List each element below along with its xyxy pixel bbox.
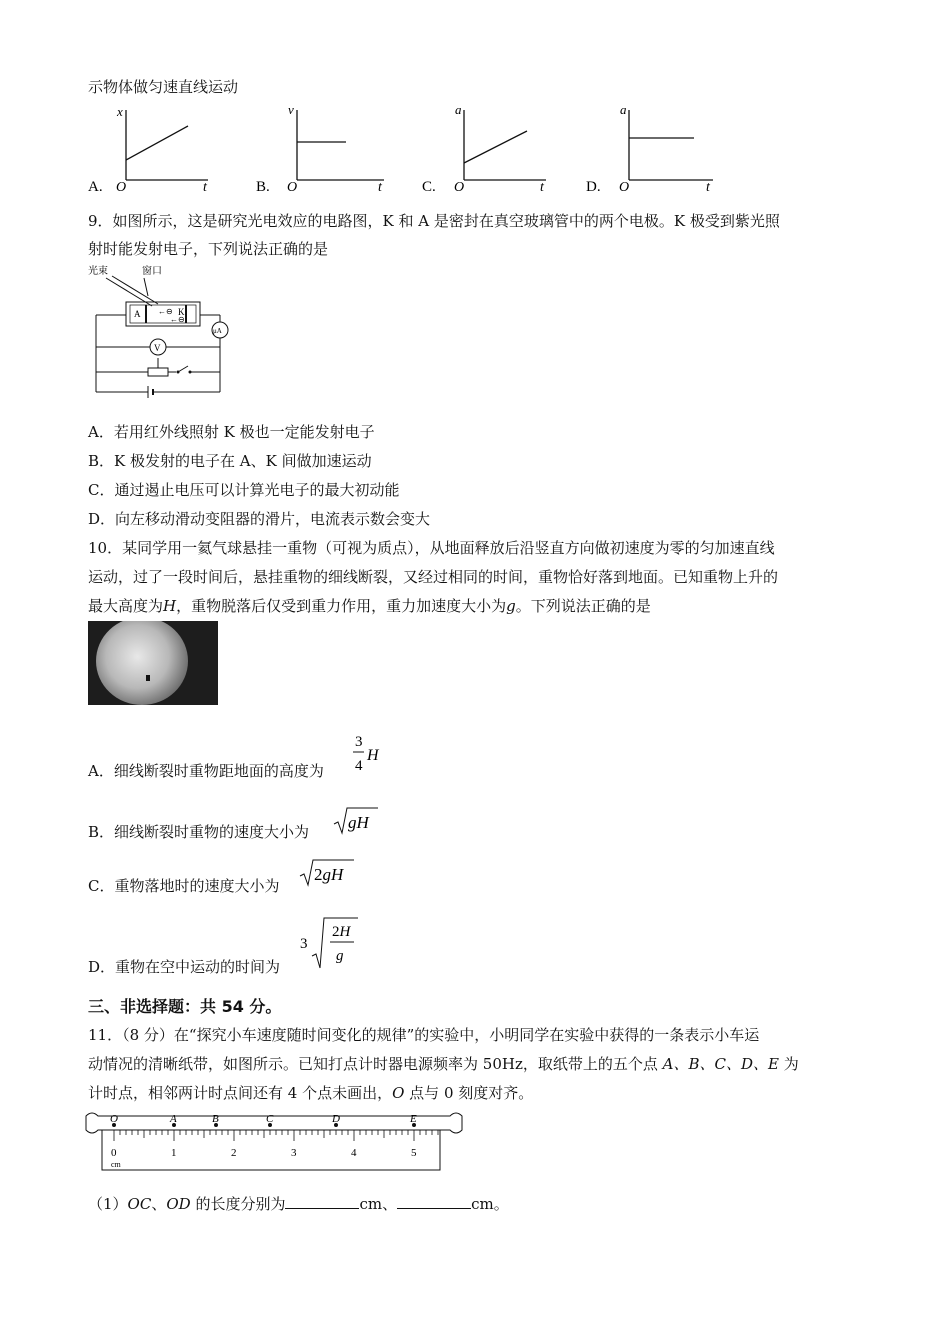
q9-option-b: B．K 极发射的电子在 A、K 间做加速运动 (88, 452, 372, 470)
ruler-number: 2 (231, 1147, 237, 1159)
tape-point-label: B (212, 1113, 219, 1125)
graph-y-axis-label: a (620, 102, 627, 117)
ruler-number: 4 (351, 1147, 357, 1159)
ruler-number: 1 (171, 1147, 177, 1159)
svg-text:H: H (367, 747, 379, 764)
graph-a (88, 104, 208, 195)
beam-label: 光束 (88, 266, 108, 277)
q11-stem-1: 11．（8 分）在“探究小车速度随时间变化的规律”的实验中，小明同学在实验中获得的一条表示小车运 (88, 1026, 760, 1044)
ruler-number: 0 (111, 1147, 117, 1159)
paper-tape-ruler (84, 1104, 464, 1176)
graph-origin-label: O (287, 180, 298, 195)
graph-c (422, 102, 546, 195)
q8-graphs (0, 100, 950, 200)
voltmeter-label: V (154, 343, 161, 353)
q10-stem-3: 最大高度为H，重物脱落后仅受到重力作用，重力加速度大小为g。下列说法正确的是 (88, 597, 651, 615)
graph-t-axis-label: t (203, 180, 207, 195)
svg-text:3: 3 (300, 936, 308, 952)
cathode-label: K (178, 307, 185, 317)
ammeter-label: μA (213, 327, 222, 335)
intro-tail: 示物体做匀速直线运动 (88, 78, 239, 96)
graph-d (586, 102, 713, 195)
balloon-photo (88, 621, 218, 705)
answer-blank-od[interactable] (397, 1194, 471, 1209)
q9-option-c: C．通过遏止电压可以计算光电子的最大初动能 (88, 481, 400, 499)
window-label: 窗口 (142, 266, 162, 277)
math-three-quarter-h (350, 728, 390, 784)
svg-text:gH: gH (348, 813, 369, 832)
graph-y-axis-label: a (455, 102, 462, 117)
graph-option-letter: B. (256, 179, 270, 195)
graph-t-axis-label: t (378, 180, 382, 195)
graph-origin-label: O (619, 180, 630, 195)
photoelectric-circuit (86, 262, 246, 402)
math-sqrt-gh (332, 806, 382, 836)
q10-option-d: D．重物在空中运动的时间为 (88, 958, 281, 976)
svg-text:g: g (336, 948, 344, 964)
q10-option-c: C．重物落地时的速度大小为 (88, 877, 280, 895)
q9-stem-2: 射时能发射电子，下列说法正确的是 (88, 240, 329, 258)
graph-option-letter: C. (422, 179, 436, 195)
q9-stem-1: 9．如图所示，这是研究光电效应的电路图，K 和 A 是密封在真空玻璃管中的两个电极。K 极受到紫光照 (88, 212, 780, 230)
answer-blank-oc[interactable] (285, 1194, 359, 1209)
graph-option-letter: A. (88, 179, 103, 195)
graph-y-axis-label: x (117, 104, 123, 119)
graph-origin-label: O (454, 180, 465, 195)
q10-option-a: A．细线断裂时重物距地面的高度为 (88, 762, 324, 780)
q11-stem-3: 计时点，相邻两计时点间还有 4 个点未画出，O 点与 0 刻度对齐。 (88, 1084, 534, 1102)
tape-point-label: A (170, 1113, 177, 1125)
graph-y-axis-label: v (288, 102, 294, 117)
tape-point-label: C (266, 1113, 274, 1125)
ruler-unit: cm (111, 1160, 121, 1169)
q10-stem-2: 运动，过了一段时间后，悬挂重物的细线断裂，又经过相同的时间，重物恰好落到地面。已知重物上升的 (88, 568, 779, 586)
ruler-number: 5 (411, 1147, 417, 1159)
q10-option-b: B．细线断裂时重物的速度大小为 (88, 823, 310, 841)
graph-origin-label: O (116, 180, 127, 195)
graph-t-axis-label: t (706, 180, 710, 195)
graph-option-letter: D. (586, 179, 601, 195)
math-3-sqrt-2h-over-g (298, 912, 368, 972)
svg-text:2gH: 2gH (314, 865, 344, 884)
q11-stem-2: 动情况的清晰纸带，如图所示。已知打点计时器电源频率为 50Hz，取纸带上的五个点 A、B、C、D、E 为 (88, 1055, 799, 1073)
math-sqrt-2gh (298, 858, 358, 888)
svg-text:←⊖: ←⊖ (170, 315, 185, 324)
ruler-number: 3 (291, 1147, 297, 1159)
q11-sub-1: （1）OC、OD 的长度分别为 cm、 cm。 (88, 1195, 509, 1213)
anode-label: A (134, 309, 141, 319)
tape-point-label: E (410, 1113, 417, 1125)
q9-option-a: A．若用红外线照射 K 极也一定能发射电子 (88, 423, 375, 441)
svg-text:←⊖: ←⊖ (158, 307, 173, 316)
graph-b (256, 102, 384, 195)
q10-stem-1: 10．某同学用一氦气球悬挂一重物（可视为质点），从地面释放后沿竖直方向做初速度为零的匀加速直线 (88, 539, 775, 557)
graph-t-axis-label: t (540, 180, 544, 195)
tape-point-label: O (110, 1113, 118, 1125)
svg-text:4: 4 (355, 758, 363, 774)
svg-text:2H: 2H (332, 924, 351, 940)
svg-text:3: 3 (355, 734, 363, 750)
q9-option-d: D．向左移动滑动变阻器的滑片，电流表示数会变大 (88, 510, 431, 528)
section-3-heading: 三、非选择题：共 54 分。 (88, 997, 282, 1016)
tape-point-label: D (332, 1113, 340, 1125)
